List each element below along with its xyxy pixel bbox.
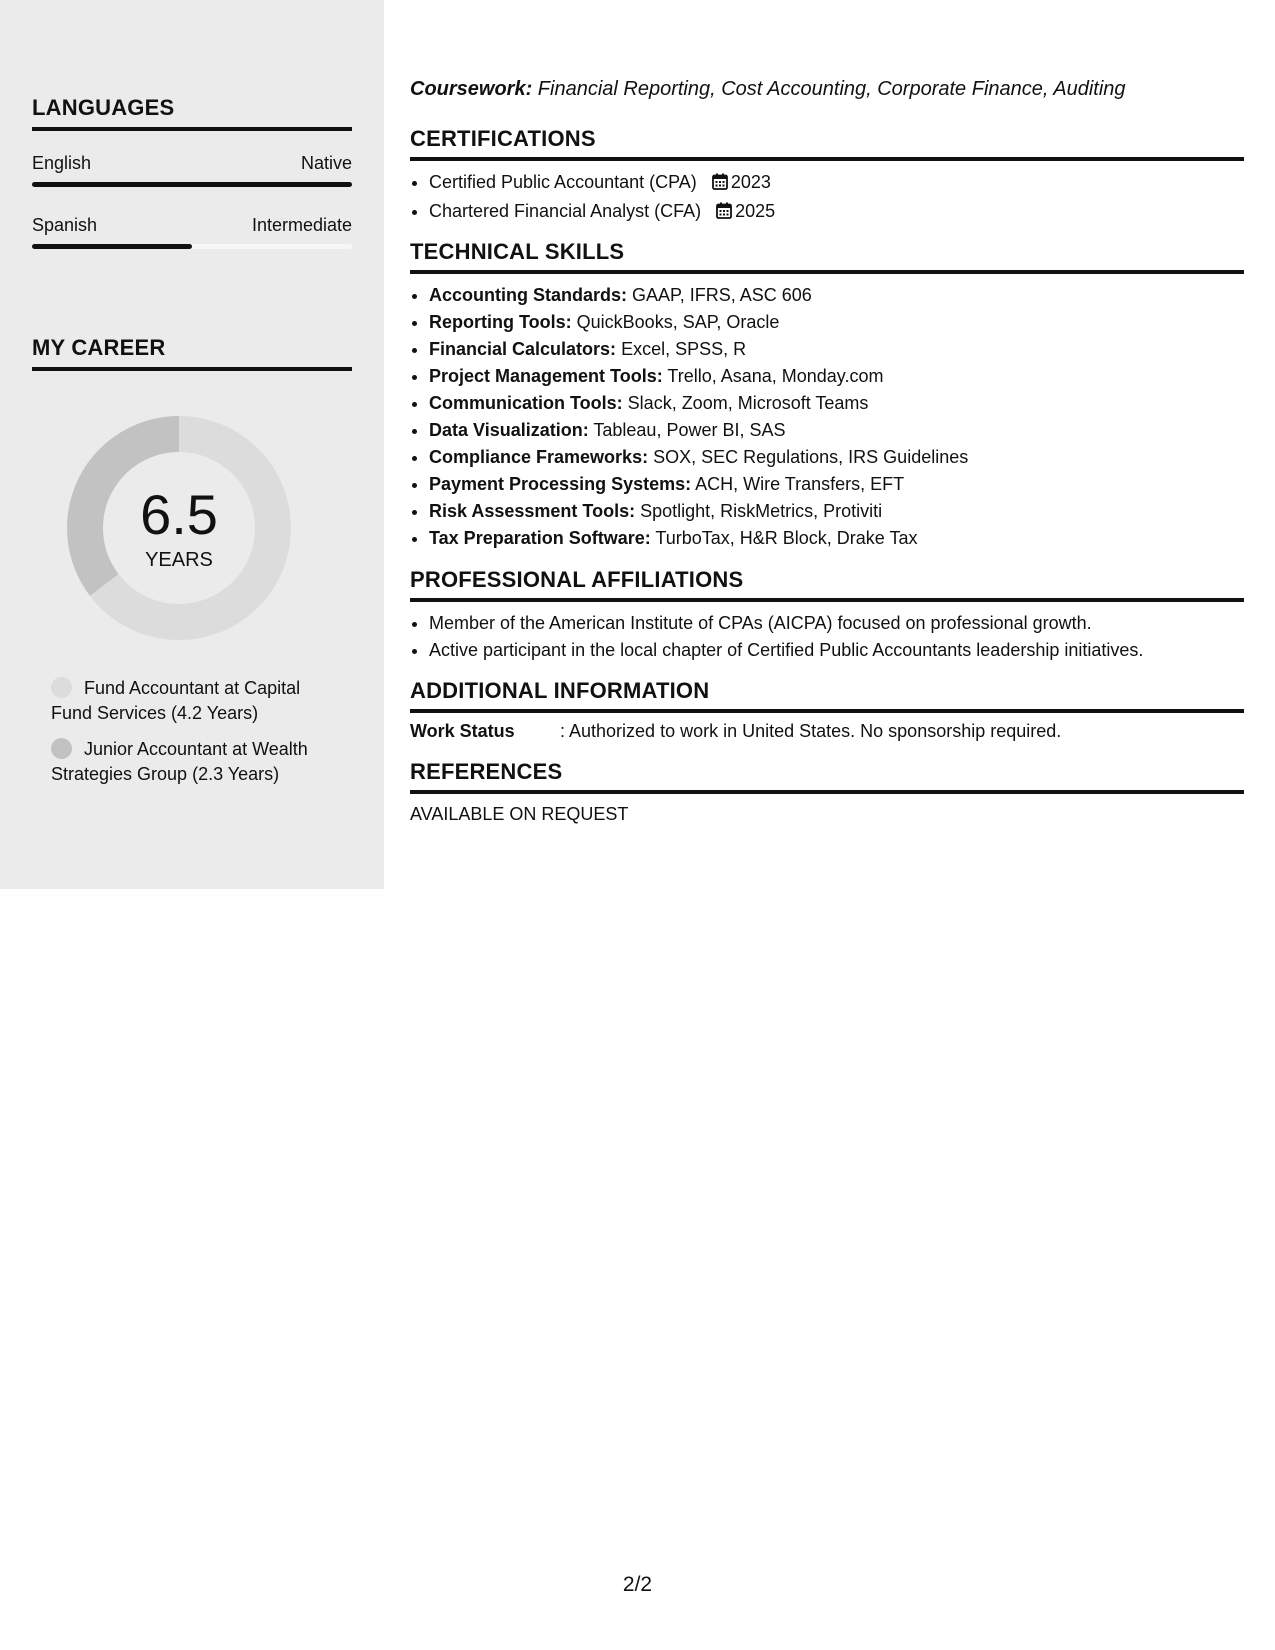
skill-value: QuickBooks, SAP, Oracle (571, 312, 780, 332)
skill-value: Trello, Asana, Monday.com (662, 366, 884, 386)
career-heading: MY CAREER (32, 335, 352, 371)
certifications-heading: CERTIFICATIONS (410, 126, 1244, 161)
affiliations-list (410, 610, 1244, 664)
skill-label: Data Visualization: (429, 420, 589, 440)
legend-item (51, 676, 341, 726)
list-item (429, 525, 1244, 552)
work-status-value: : Authorized to work in United States. No sponsorship required. (560, 721, 1062, 741)
list-item: • Active participant in the local chapter of Certified Public Accountants leadership initiatives. (429, 637, 1244, 664)
certifications-list (410, 169, 1244, 227)
language-fill (32, 182, 352, 187)
language-row-spanish (32, 215, 352, 236)
language-name: English (32, 153, 92, 173)
language-level: Native (300, 153, 352, 173)
legend-label: Fund Accountant at Capital Fund Services (4.2 Years) (51, 678, 301, 723)
career-total-unit: YEARS (145, 549, 213, 571)
coursework-text: Financial Reporting, Cost Accounting, Corporate Finance, Auditing (532, 78, 1126, 100)
work-status-label: Work Status (410, 721, 515, 741)
list-item (429, 471, 1244, 498)
donut-center (66, 415, 292, 641)
skill-value: SOX, SEC Regulations, IRS Guidelines (648, 447, 969, 467)
list-item (429, 198, 1244, 227)
list-item: • Member of the American Institute of CPAs (AICPA) focused on professional growth. (429, 610, 1244, 637)
references-section (410, 759, 1244, 825)
certifications-section (410, 126, 1244, 227)
skill-value: GAAP, IFRS, ASC 606 (627, 285, 812, 305)
language-level: Intermediate (251, 215, 352, 235)
skill-value: Tableau, Power BI, SAS (588, 420, 786, 440)
references-text: AVAILABLE ON REQUEST (410, 804, 629, 824)
list-item (429, 444, 1244, 471)
language-fill (32, 244, 192, 249)
affiliations-section (410, 567, 1244, 664)
language-row-english (32, 153, 352, 174)
references-heading: REFERENCES (410, 759, 1244, 794)
skill-label: Payment Processing Systems: (429, 474, 692, 494)
skill-label: Reporting Tools: (429, 312, 572, 332)
languages-section (32, 95, 352, 249)
language-bar-english (32, 182, 352, 187)
list-item (429, 390, 1244, 417)
additional-info-heading: ADDITIONAL INFORMATION (410, 678, 1244, 713)
technical-skills-heading: TECHNICAL SKILLS (410, 239, 1244, 274)
skill-label: Risk Assessment Tools: (429, 501, 636, 521)
calendar-icon (712, 171, 728, 198)
skill-value: Slack, Zoom, Microsoft Teams (622, 393, 869, 413)
technical-skills-list (410, 282, 1244, 552)
skill-value: TurboTax, H&R Block, Drake Tax (650, 528, 918, 548)
coursework-label: Coursework: (410, 78, 533, 100)
career-section (32, 335, 352, 371)
skill-label: Project Management Tools: (429, 366, 663, 386)
skill-label: Tax Preparation Software: (429, 528, 651, 548)
skill-label: Accounting Standards: (429, 285, 628, 305)
certification-name: Certified Public Accountant (CPA) (429, 172, 697, 192)
list-item (429, 417, 1244, 444)
list-item (429, 336, 1244, 363)
list-item (429, 309, 1244, 336)
list-item (429, 282, 1244, 309)
skill-label: Compliance Frameworks: (429, 447, 649, 467)
career-legend (51, 676, 341, 798)
list-item (429, 169, 1244, 198)
coursework-line (410, 78, 1126, 101)
legend-dot (51, 738, 72, 759)
skill-value: ACH, Wire Transfers, EFT (691, 474, 905, 494)
list-item (429, 363, 1244, 390)
list-item (429, 498, 1244, 525)
certification-year: 2025 (735, 201, 776, 221)
additional-info-section (410, 678, 1244, 742)
career-total-value: 6.5 (140, 483, 218, 546)
language-bar-spanish (32, 244, 352, 249)
legend-dot (51, 677, 72, 698)
legend-label: Junior Accountant at Wealth Strategies Group (2.3 Years) (51, 739, 308, 784)
certification-year: 2023 (730, 172, 771, 192)
skill-value: Excel, SPSS, R (616, 339, 747, 359)
certification-name: Chartered Financial Analyst (CFA) (429, 201, 702, 221)
languages-heading: LANGUAGES (32, 95, 352, 131)
legend-item (51, 737, 341, 787)
work-status-row (410, 721, 1244, 742)
sidebar (0, 0, 384, 889)
skill-value: Spotlight, RiskMetrics, Protiviti (635, 501, 883, 521)
skill-label: Communication Tools: (429, 393, 623, 413)
career-donut-chart (66, 415, 292, 641)
technical-skills-section (410, 239, 1244, 552)
skill-label: Financial Calculators: (429, 339, 617, 359)
page-number: 2/2 (622, 1573, 653, 1596)
affiliations-heading: PROFESSIONAL AFFILIATIONS (410, 567, 1244, 602)
language-name: Spanish (32, 215, 98, 235)
calendar-icon (716, 200, 732, 227)
